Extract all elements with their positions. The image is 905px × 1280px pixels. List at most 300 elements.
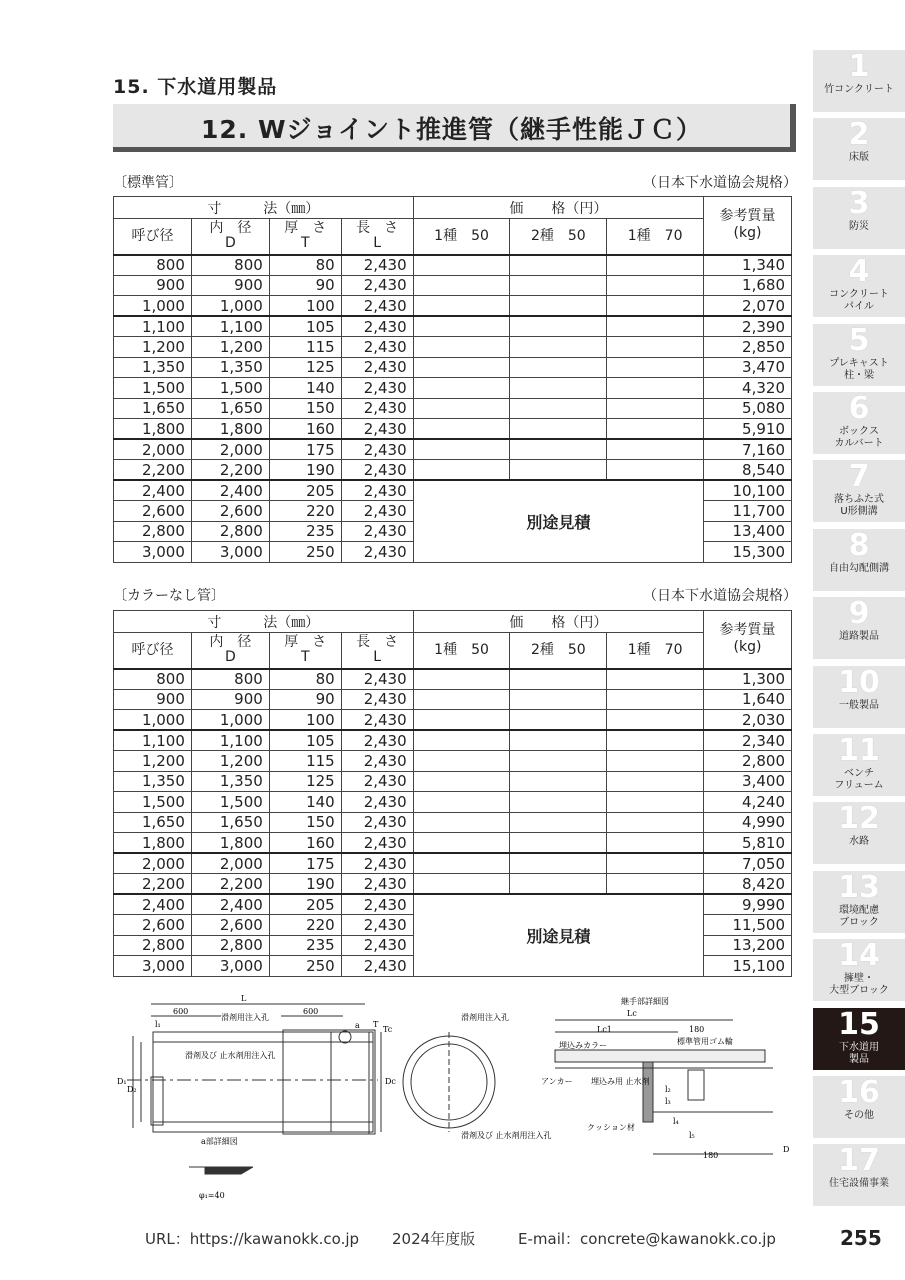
table-cell: 3,000	[114, 956, 192, 977]
mass-cell: 10,100	[704, 480, 792, 501]
price-cell	[510, 730, 607, 751]
price-cell	[607, 669, 704, 690]
table-cell: 2,430	[341, 874, 413, 895]
page-title: 12. Wジョイント推進管（継手性能ＪＣ）	[200, 115, 703, 144]
table-cell: 1,100	[114, 730, 192, 751]
table-cell: 2,400	[191, 894, 269, 915]
mass-cell: 3,470	[704, 357, 792, 378]
price-cell	[607, 357, 704, 378]
table-row	[114, 833, 792, 854]
table-cell: 2,430	[341, 480, 413, 501]
table-cell: 1,500	[191, 378, 269, 399]
class2-50-header: 2種 50	[510, 219, 607, 255]
chapter-tab-15[interactable]	[813, 1008, 905, 1070]
chapter-label: 一般製品	[839, 699, 879, 711]
table-cell: 3,000	[114, 542, 192, 563]
dims-header: 寸 法（㎜）	[114, 611, 414, 633]
price-cell	[607, 689, 704, 710]
table-cell: 1,200	[114, 337, 192, 358]
mass-cell: 5,080	[704, 398, 792, 419]
label-anchor: アンカー	[541, 1077, 573, 1086]
price-cell	[510, 337, 607, 358]
pipe-drawings	[113, 992, 793, 1207]
price-cell	[413, 337, 510, 358]
table-cell: 190	[269, 460, 341, 481]
chapter-number: 10	[838, 664, 880, 700]
price-cell	[510, 357, 607, 378]
dim-600-left: 600	[173, 1007, 189, 1016]
label-Lc: Lc	[627, 1009, 637, 1018]
chapter-label: 住宅設備事業	[829, 1178, 889, 1190]
mass-cell: 8,540	[704, 460, 792, 481]
table-cell: 2,430	[341, 853, 413, 874]
joint-detail-title: 継手部詳細図	[621, 997, 669, 1006]
label-D: D	[783, 1145, 790, 1154]
mass-cell: 4,990	[704, 812, 792, 833]
table-cell: 175	[269, 853, 341, 874]
chapter-number: 9	[848, 596, 870, 632]
chapter-number: 17	[838, 1143, 880, 1179]
chapter-label: 環境配慮 ブロック	[839, 904, 879, 928]
price-cell	[607, 771, 704, 792]
table-cell: 2,430	[341, 460, 413, 481]
table-cell: 2,600	[191, 915, 269, 936]
price-cell	[607, 730, 704, 751]
chapter-tab-3[interactable]	[813, 187, 905, 249]
table-cell: 190	[269, 874, 341, 895]
label-grease-hole: 滑剤用注入孔	[221, 1013, 269, 1022]
chapter-tab-1[interactable]	[813, 50, 905, 112]
price-cell	[510, 874, 607, 895]
table-cell: 2,430	[341, 751, 413, 772]
atsusa-header: 厚 さ T	[269, 633, 341, 669]
table-cell: 100	[269, 710, 341, 731]
price-cell	[510, 255, 607, 276]
table-cell: 2,200	[114, 460, 192, 481]
label-embedded-collar: 埋込みカラー	[559, 1041, 607, 1050]
price-cell	[510, 792, 607, 813]
label-Dc: Dc	[385, 1077, 396, 1086]
table-cell: 105	[269, 316, 341, 337]
table-cell: 2,800	[114, 521, 192, 542]
price-cell	[607, 460, 704, 481]
table-row	[114, 337, 792, 358]
mass-cell: 5,910	[704, 419, 792, 440]
table-cell: 2,430	[341, 956, 413, 977]
label-l5: l₅	[689, 1131, 695, 1140]
chapter-tab-10[interactable]	[813, 666, 905, 728]
table-cell: 2,430	[341, 935, 413, 956]
table-cell: 2,430	[341, 669, 413, 690]
chapter-tab-7[interactable]	[813, 460, 905, 522]
mass-cell: 2,030	[704, 710, 792, 731]
table-cell: 1,100	[191, 316, 269, 337]
label-D1: D₁	[117, 1077, 127, 1086]
label-grease-hole-front: 滑剤用注入孔	[461, 1013, 509, 1022]
table-row	[114, 771, 792, 792]
table-cell: 2,430	[341, 812, 413, 833]
table-cell: 2,200	[191, 460, 269, 481]
mass-cell: 2,390	[704, 316, 792, 337]
table-cell: 2,430	[341, 833, 413, 854]
price-cell	[510, 378, 607, 399]
dim-600-right: 600	[303, 1007, 319, 1016]
table-cell: 250	[269, 542, 341, 563]
chapter-label: 床版	[849, 152, 869, 164]
table-cell: 1,000	[191, 710, 269, 731]
table-cell: 2,430	[341, 730, 413, 751]
chapter-number: 6	[848, 391, 870, 426]
table-row	[114, 378, 792, 399]
price-cell	[510, 833, 607, 854]
table-cell: 2,430	[341, 398, 413, 419]
price-cell	[607, 419, 704, 440]
table-cell: 205	[269, 480, 341, 501]
mass-header: 参考質量 (kg)	[704, 611, 792, 669]
table-cell: 220	[269, 915, 341, 936]
table-cell: 1,650	[114, 812, 192, 833]
table-cell: 3,000	[191, 542, 269, 563]
label-Lc1: Lc1	[597, 1025, 612, 1034]
chapter-label: その他	[844, 1110, 874, 1121]
price-cell	[607, 751, 704, 772]
chapter-number: 4	[848, 254, 870, 290]
table-row	[114, 398, 792, 419]
price-cell	[607, 812, 704, 833]
nagasa-header: 長 さ L	[341, 219, 413, 255]
label-l2: l₂	[665, 1085, 671, 1094]
table-cell: 2,000	[114, 439, 192, 460]
table-cell: 1,800	[191, 419, 269, 440]
table-cell: 150	[269, 398, 341, 419]
table-cell: 2,000	[114, 853, 192, 874]
chapter-number: 8	[848, 527, 870, 563]
label-std-rubber: 標準管用ゴム輪	[677, 1037, 733, 1046]
table-cell: 2,430	[341, 357, 413, 378]
price-cell	[413, 398, 510, 419]
chapter-tab-12[interactable]	[813, 802, 905, 864]
chapter-tab-16[interactable]	[813, 1076, 905, 1138]
table-cell: 800	[191, 255, 269, 276]
footer-url: URL：https://kawanokk.co.jp	[145, 1230, 360, 1248]
table-cell: 900	[114, 689, 192, 710]
mass-cell: 15,300	[704, 542, 792, 563]
price-header: 価 格（円）	[413, 611, 703, 633]
table-cell: 2,200	[114, 874, 192, 895]
standard-pipe-table	[113, 196, 792, 563]
table-cell: 2,430	[341, 915, 413, 936]
table-row	[114, 853, 792, 874]
table-cell: 1,200	[191, 751, 269, 772]
table-cell: 900	[191, 275, 269, 296]
table-cell: 2,430	[341, 296, 413, 317]
table-cell: 1,650	[191, 398, 269, 419]
table-cell: 1,350	[114, 357, 192, 378]
chapter-tab-8[interactable]	[813, 529, 905, 591]
chapter-label: 擁壁・ 大型ブロック	[829, 973, 889, 997]
table-cell: 115	[269, 751, 341, 772]
price-cell	[413, 710, 510, 731]
table-row	[114, 296, 792, 317]
price-cell	[607, 255, 704, 276]
chapter-tab-14[interactable]	[813, 939, 905, 1001]
page-number: 255	[840, 1226, 882, 1250]
price-cell	[607, 398, 704, 419]
table-cell: 2,430	[341, 542, 413, 563]
chapter-label: 落ちふた式 U形側溝	[834, 494, 884, 518]
detail-a-sketch	[189, 1167, 253, 1174]
price-cell	[510, 398, 607, 419]
table-cell: 1,350	[114, 771, 192, 792]
price-cell	[413, 439, 510, 460]
yobi-header: 呼び径	[114, 633, 192, 669]
dims-header: 寸 法（㎜）	[114, 197, 414, 219]
price-cell	[413, 316, 510, 337]
label-grease-stop: 滑剤及び 止水剤用注入孔	[185, 1051, 276, 1060]
label-cushion: クッション材	[587, 1123, 635, 1132]
mass-cell: 1,340	[704, 255, 792, 276]
chapter-tab-5[interactable]	[813, 324, 905, 386]
price-cell	[510, 316, 607, 337]
table-cell: 125	[269, 357, 341, 378]
price-cell	[413, 419, 510, 440]
price-cell	[510, 275, 607, 296]
price-cell	[607, 337, 704, 358]
chapter-tab-11[interactable]	[813, 734, 905, 796]
label-embedded-seal: 埋込み用 止水剤	[591, 1077, 650, 1086]
label-180-b: 180	[703, 1151, 719, 1160]
table-row	[114, 894, 792, 915]
chapter-label: 自由勾配側溝	[829, 562, 889, 574]
chapter-label: 竹コンクリート	[824, 84, 894, 95]
table-cell: 2,430	[341, 501, 413, 522]
price-cell	[413, 874, 510, 895]
chapter-tab-9[interactable]	[813, 597, 905, 659]
price-cell	[510, 853, 607, 874]
table-cell: 1,000	[114, 710, 192, 731]
price-cell	[413, 812, 510, 833]
mass-cell: 1,300	[704, 669, 792, 690]
collarless-pipe-table	[113, 610, 792, 977]
table-cell: 1,800	[114, 419, 192, 440]
mass-cell: 2,800	[704, 751, 792, 772]
table-cell: 2,430	[341, 792, 413, 813]
price-cell	[413, 833, 510, 854]
table-cell: 2,600	[191, 501, 269, 522]
chapter-label: 水路	[849, 836, 869, 848]
label-D2: D₂	[127, 1085, 137, 1094]
table1-caption: 〔標準管〕	[113, 175, 183, 191]
mass-header: 参考質量 (kg)	[704, 197, 792, 255]
chapter-tab-13[interactable]	[813, 871, 905, 933]
class1-70-header: 1種 70	[607, 633, 704, 669]
atsusa-header: 厚 さ T	[269, 219, 341, 255]
table-row	[114, 751, 792, 772]
table-cell: 2,430	[341, 771, 413, 792]
table-cell: 1,000	[191, 296, 269, 317]
table-row	[114, 316, 792, 337]
table-cell: 2,800	[114, 935, 192, 956]
price-cell	[607, 316, 704, 337]
table-cell: 2,600	[114, 501, 192, 522]
price-cell	[413, 378, 510, 399]
mass-cell: 2,340	[704, 730, 792, 751]
side-view	[127, 1004, 381, 1134]
price-cell	[413, 460, 510, 481]
price-cell	[413, 357, 510, 378]
front-view	[403, 1032, 495, 1132]
label-Tc: Tc	[383, 1025, 393, 1034]
chapter-number: 13	[838, 869, 880, 905]
table-cell: 100	[269, 296, 341, 317]
table-cell: 1,650	[114, 398, 192, 419]
price-cell	[413, 296, 510, 317]
table-cell: 2,600	[114, 915, 192, 936]
estimate-cell: 別途見積	[413, 894, 703, 976]
chapter-label: 防災	[849, 220, 869, 232]
table-cell: 800	[114, 255, 192, 276]
table-cell: 1,800	[191, 833, 269, 854]
mass-cell: 1,680	[704, 275, 792, 296]
footer-email: E-mail：concrete@kawanokk.co.jp	[518, 1230, 776, 1248]
chapter-tab-6[interactable]	[813, 392, 905, 454]
table1-standard-note: （日本下水道協会規格）	[643, 175, 797, 191]
mass-cell: 1,640	[704, 689, 792, 710]
price-cell	[607, 833, 704, 854]
naikei-header: 内 径 D	[191, 219, 269, 255]
table-cell: 1,000	[114, 296, 192, 317]
price-cell	[413, 275, 510, 296]
estimate-cell: 別途見積	[413, 480, 703, 562]
price-cell	[510, 669, 607, 690]
chapter-tab-2[interactable]	[813, 118, 905, 180]
mass-cell: 2,850	[704, 337, 792, 358]
table-cell: 1,500	[191, 792, 269, 813]
table-row	[114, 275, 792, 296]
table-cell: 160	[269, 833, 341, 854]
price-cell	[607, 792, 704, 813]
section-label: 15. 下水道用製品	[113, 76, 278, 98]
table-cell: 2,430	[341, 689, 413, 710]
chapter-tab-17[interactable]	[813, 1144, 905, 1206]
naikei-header: 内 径 D	[191, 633, 269, 669]
price-cell	[413, 689, 510, 710]
table-cell: 235	[269, 935, 341, 956]
price-cell	[510, 689, 607, 710]
mass-cell: 11,500	[704, 915, 792, 936]
price-cell	[607, 874, 704, 895]
chapter-label: 道路製品	[839, 631, 879, 643]
table-row	[114, 689, 792, 710]
table-cell: 175	[269, 439, 341, 460]
table-cell: 140	[269, 792, 341, 813]
table-row	[114, 710, 792, 731]
table-cell: 2,430	[341, 521, 413, 542]
nagasa-header: 長 さ L	[341, 633, 413, 669]
table-row	[114, 792, 792, 813]
table-cell: 2,430	[341, 439, 413, 460]
table-cell: 140	[269, 378, 341, 399]
table-cell: 2,000	[191, 853, 269, 874]
price-cell	[510, 460, 607, 481]
table-cell: 2,800	[191, 521, 269, 542]
mass-cell: 13,400	[704, 521, 792, 542]
table-cell: 1,650	[191, 812, 269, 833]
table-cell: 80	[269, 669, 341, 690]
price-cell	[413, 792, 510, 813]
chapter-number: 14	[838, 938, 880, 974]
mass-cell: 13,200	[704, 935, 792, 956]
table-cell: 800	[114, 669, 192, 690]
chapter-number: 5	[848, 322, 870, 358]
price-cell	[607, 296, 704, 317]
chapter-number: 16	[838, 1075, 880, 1110]
table-cell: 2,400	[191, 480, 269, 501]
chapter-label: プレキャスト 柱・梁	[829, 357, 889, 381]
table-cell: 1,350	[191, 771, 269, 792]
table-cell: 250	[269, 956, 341, 977]
mass-cell: 4,320	[704, 378, 792, 399]
price-cell	[607, 275, 704, 296]
class1-50-header: 1種 50	[413, 219, 510, 255]
table-cell: 1,800	[114, 833, 192, 854]
chapter-tab-4[interactable]	[813, 255, 905, 317]
chapter-label: ボックス カルバート	[834, 426, 884, 449]
mass-cell: 2,070	[704, 296, 792, 317]
table-row	[114, 439, 792, 460]
chapter-label: 下水道用 製品	[839, 1041, 879, 1065]
price-cell	[413, 669, 510, 690]
table-cell: 1,100	[114, 316, 192, 337]
label-l3: l₃	[665, 1097, 671, 1106]
table-cell: 1,200	[114, 751, 192, 772]
table-cell: 105	[269, 730, 341, 751]
class1-50-header: 1種 50	[413, 633, 510, 669]
price-cell	[607, 853, 704, 874]
table-cell: 1,500	[114, 378, 192, 399]
chapter-number: 3	[848, 185, 870, 221]
label-a: a	[355, 1021, 360, 1030]
table-row	[114, 812, 792, 833]
price-cell	[413, 255, 510, 276]
table-cell: 1,350	[191, 357, 269, 378]
price-header: 価 格（円）	[413, 197, 703, 219]
mass-cell: 5,810	[704, 833, 792, 854]
price-cell	[510, 771, 607, 792]
table-cell: 2,430	[341, 710, 413, 731]
table2-caption: 〔カラーなし管〕	[113, 588, 225, 604]
chapter-number: 11	[838, 733, 880, 768]
table-cell: 235	[269, 521, 341, 542]
mass-cell: 15,100	[704, 956, 792, 977]
table-cell: 2,430	[341, 419, 413, 440]
table-cell: 2,430	[341, 894, 413, 915]
table-cell: 1,200	[191, 337, 269, 358]
class1-70-header: 1種 70	[607, 219, 704, 255]
price-cell	[510, 439, 607, 460]
footer-year: 2024年度版	[392, 1230, 476, 1248]
mass-cell: 11,700	[704, 501, 792, 522]
label-180: 180	[689, 1025, 705, 1034]
table-cell: 90	[269, 689, 341, 710]
table-cell: 900	[114, 275, 192, 296]
price-cell	[510, 751, 607, 772]
table-cell: 2,000	[191, 439, 269, 460]
chapter-number: 7	[848, 459, 870, 495]
table-cell: 900	[191, 689, 269, 710]
table-cell: 2,430	[341, 255, 413, 276]
table-cell: 2,400	[114, 480, 192, 501]
